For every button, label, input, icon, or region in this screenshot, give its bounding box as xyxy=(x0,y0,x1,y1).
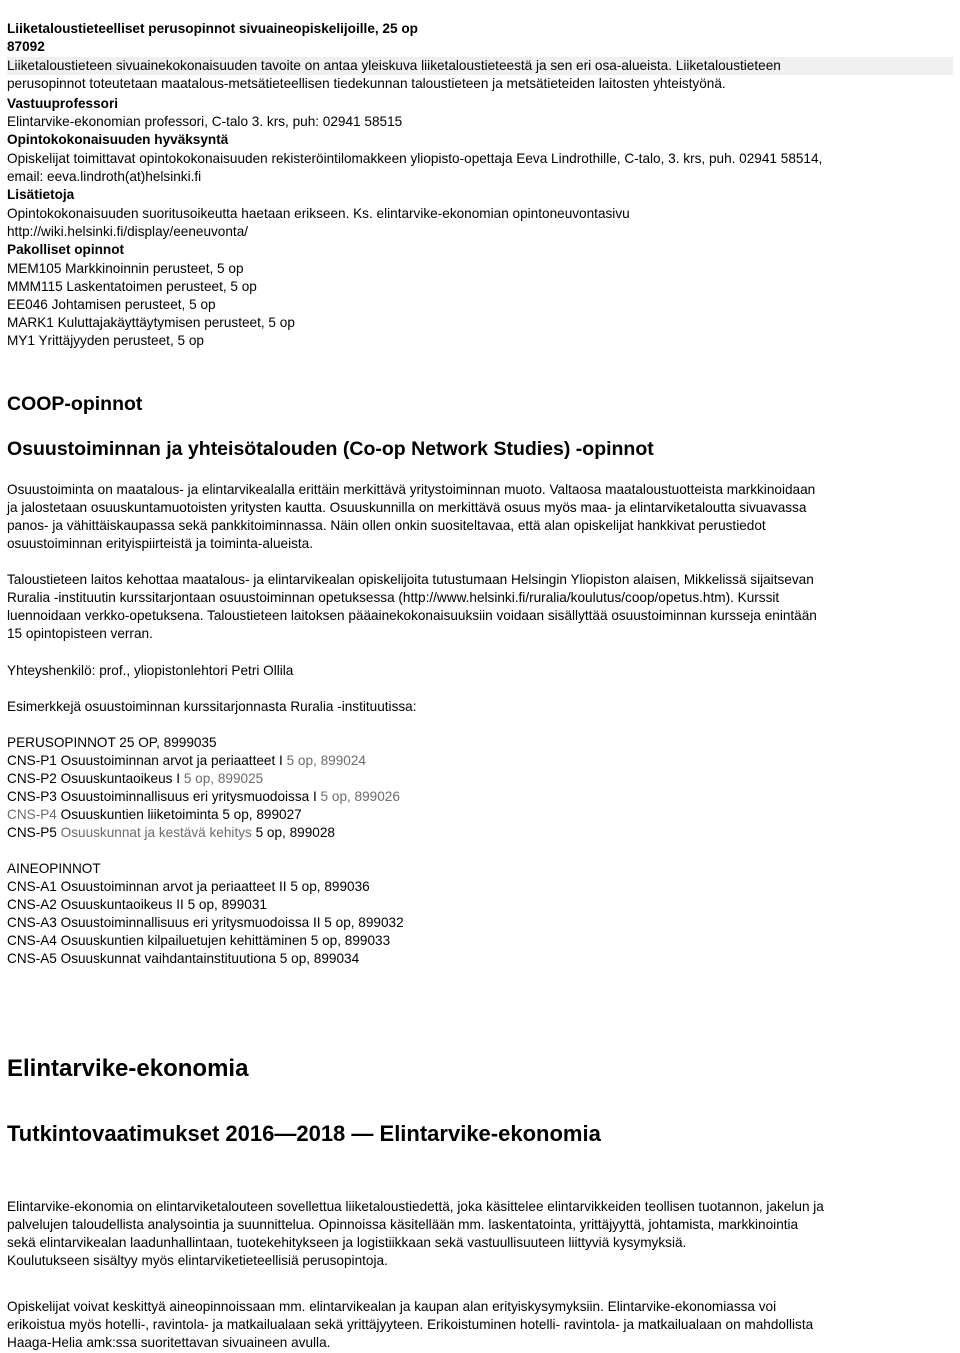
course-item: EE046 Johtamisen perusteet, 5 op xyxy=(7,297,216,312)
paragraph-line: Osuustoiminta on maatalous- ja elintarvikealalla erittäin merkittävä yritystoiminnan muoto. Valtaosa maataloustuotteista markkinoidaan xyxy=(7,482,816,497)
info-link[interactable]: http://wiki.helsinki.fi/display/eeneuvonta/ xyxy=(7,224,249,239)
paragraph-line: panos- ja vähittäiskaupassa sekä pankkitoiminnassa. Näin ollen onkin suositeltavaa, että alan opiskelijat hankkivat perustiedot xyxy=(7,518,766,533)
paragraph-line: 15 opintopisteen verran. xyxy=(7,626,153,641)
food-economics-heading: Elintarvike-ekonomia xyxy=(7,1055,249,1082)
intermediate-course: CNS-A5 Osuuskunnat vaihdantainstituutiona 5 op, 899034 xyxy=(7,951,360,966)
course-name: Osuustoiminnallisuus eri yritysmuodoissa I xyxy=(60,789,317,804)
basic-course xyxy=(7,806,302,824)
coop-subheading: Osuustoiminnan ja yhteisötalouden (Co-op Network Studies) -opinnot xyxy=(7,438,654,460)
basic-studies-heading: PERUSOPINNOT 25 OP, 8999035 xyxy=(7,735,217,750)
course-code: CNS-P5 xyxy=(7,825,57,840)
course-code: CNS-P1 xyxy=(7,753,57,768)
degree-requirements-heading: Tutkintovaatimukset 2016—2018 — Elintarvike-ekonomia xyxy=(7,1121,601,1146)
contact-person: Yhteyshenkilö: prof., yliopistonlehtori Petri Ollila xyxy=(7,663,294,678)
intermediate-course: CNS-A4 Osuuskuntien kilpailuetujen kehittäminen 5 op, 899033 xyxy=(7,933,391,948)
course-item: MEM105 Markkinoinnin perusteet, 5 op xyxy=(7,261,244,276)
module-description-line: Liiketaloustieteen sivuainekokonaisuuden tavoite on antaa yleiskuva liiketaloustieteestä ja sen eri osa-alueista. Liiketaloustieteen xyxy=(7,57,953,75)
module-code: 87092 xyxy=(7,39,45,54)
basic-course xyxy=(7,752,366,770)
examples-intro: Esimerkkejä osuustoiminnan kurssitarjonnasta Ruralia -instituutissa: xyxy=(7,699,417,714)
module-description-line: perusopinnot toteutetaan maatalous-metsätieteellisen tiedekunnan taloustieteen ja metsätieteiden laitosten yhteistyönä. xyxy=(7,76,726,91)
basic-course xyxy=(7,824,335,842)
course-item: MY1 Yrittäjyyden perusteet, 5 op xyxy=(7,333,204,348)
course-credits: 5 op, 899024 xyxy=(286,753,366,768)
intermediate-studies-heading: AINEOPINNOT xyxy=(7,861,101,876)
approval-text: Opiskelijat toimittavat opintokokonaisuuden rekisteröintilomakkeen yliopisto-opettaja Eeva Lindrothille, C-talo, 3. krs, puh. 02941 58514, xyxy=(7,151,823,166)
intermediate-course: CNS-A1 Osuustoiminnan arvot ja periaatteet II 5 op, 899036 xyxy=(7,879,370,894)
course-name: Osuuskunnat ja kestävä kehitys xyxy=(60,825,252,840)
course-code: CNS-P4 xyxy=(7,807,57,822)
paragraph-line: ja jalostetaan osuuskuntamuotoisten yritysten kautta. Osuuskunnilla on merkittävä osuus myös maa- ja elintarviketaloutta sivuavassa xyxy=(7,500,807,515)
course-credits: 5 op, 899028 xyxy=(255,825,335,840)
professor-heading: Vastuuprofessori xyxy=(7,96,119,111)
info-text: Opintokokonaisuuden suoritusoikeutta haetaan erikseen. Ks. elintarvike-ekonomian opintoneuvontasivu xyxy=(7,206,630,221)
course-item: MARK1 Kuluttajakäyttäytymisen perusteet, 5 op xyxy=(7,315,295,330)
paragraph-line: Ruralia -instituutin kurssitarjontaan osuustoiminnan opetuksessa (http://www.helsinki.fi/ruralia/koulutus/coop/opetus.htm). Kurssit xyxy=(7,590,780,605)
paragraph-line: luennoidaan verkko-opetuksena. Taloustieteen laitoksen pääainekokonaisuuksiin voidaan sisällyttää osuustoiminnan kursseja enintään xyxy=(7,608,817,623)
course-code: CNS-P3 xyxy=(7,789,57,804)
paragraph-line: erikoistua myös hotelli-, ravintola- ja matkailualaan sekä yrittäjyyteen. Erikoistuminen hotelli- ravintola- ja matkailualaan on mahdollista xyxy=(7,1317,814,1332)
professor-text: Elintarvike-ekonomian professori, C-talo 3. krs, puh: 02941 58515 xyxy=(7,114,403,129)
course-name: Osuuskuntaoikeus I xyxy=(60,771,181,786)
info-heading: Lisätietoja xyxy=(7,187,75,202)
course-credits: 5 op, 899025 xyxy=(183,771,264,786)
paragraph-line: palvelujen taloudellista analysointia ja suunnittelua. Opinnoissa käsitellään mm. laskentatointa, yrittäjyyttä, johtamista, markkinointia xyxy=(7,1217,799,1232)
approval-email: email: eeva.lindroth(at)helsinki.fi xyxy=(7,169,202,184)
course-code: CNS-P2 xyxy=(7,771,57,786)
course-credits: 5 op, 899026 xyxy=(320,789,400,804)
paragraph-line: Koulutukseen sisältyy myös elintarviketieteellisiä perusopintoja. xyxy=(7,1253,388,1268)
approval-heading: Opintokokonaisuuden hyväksyntä xyxy=(7,132,229,147)
course-item: MMM115 Laskentatoimen perusteet, 5 op xyxy=(7,279,257,294)
paragraph-line: Taloustieteen laitos kehottaa maatalous- ja elintarvikealan opiskelijoita tutustumaan Helsingin Yliopiston alaisen, Mikkelissä sijaitsevan xyxy=(7,572,814,587)
module-title: Liiketaloustieteelliset perusopinnot sivuaineopiskelijoille, 25 op xyxy=(7,21,418,36)
course-name: Osuustoiminnan arvot ja periaatteet I xyxy=(60,753,283,768)
mandatory-heading: Pakolliset opinnot xyxy=(7,242,125,257)
intermediate-course: CNS-A3 Osuustoiminnallisuus eri yritysmuodoissa II 5 op, 899032 xyxy=(7,915,404,930)
basic-course xyxy=(7,770,263,788)
paragraph-line: Opiskelijat voivat keskittyä aineopinnoissaan mm. elintarvikealan ja kaupan alan erityiskysymyksiin. Elintarvike-ekonomiassa voi xyxy=(7,1299,777,1314)
paragraph-line: sekä elintarvikealan laadunhallintaan, tuotekehitykseen ja logistiikkaan sekä vastuullisuuteen liittyviä kysymyksiä. xyxy=(7,1235,687,1250)
coop-heading: COOP-opinnot xyxy=(7,393,143,415)
course-name: Osuuskuntien liiketoiminta xyxy=(60,807,219,822)
course-credits: 5 op, 899027 xyxy=(222,807,302,822)
intermediate-course: CNS-A2 Osuuskuntaoikeus II 5 op, 899031 xyxy=(7,897,267,912)
paragraph-line: Elintarvike-ekonomia on elintarviketalouteen sovellettua liiketaloustiedettä, joka käsittelee elintarvikkeiden teollisen tuotannon, jakelun ja xyxy=(7,1199,824,1214)
paragraph-line: Haaga-Helia amk:ssa suoritettavan sivuaineen avulla. xyxy=(7,1335,331,1350)
basic-course xyxy=(7,788,400,806)
paragraph-line: osuustoiminnan erityispiirteistä ja toiminta-alueista. xyxy=(7,536,313,551)
